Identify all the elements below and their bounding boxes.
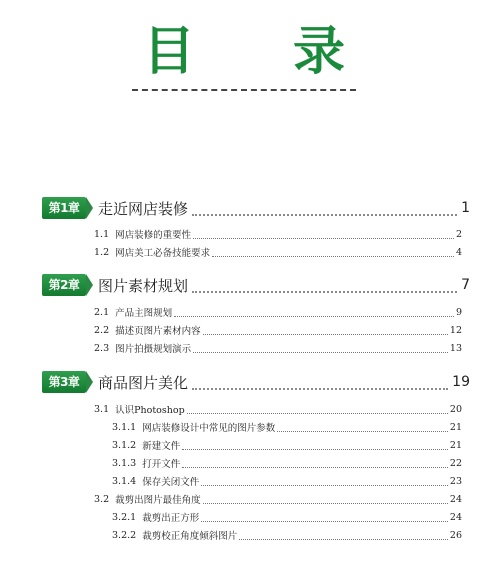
chapter-badge: 第2章: [42, 274, 86, 296]
title-divider: [132, 89, 356, 91]
entry-title: 保存关闭文件: [142, 477, 200, 488]
entry-number: 2.2: [94, 324, 110, 336]
entry-title: 网店装修设计中常见的图片参数: [142, 423, 276, 434]
leader-dots: [192, 376, 448, 390]
leader-dots: [193, 344, 448, 353]
chapter-badge: 第3章: [42, 371, 86, 393]
page-title: 目 录: [142, 22, 386, 82]
chapter-3-heading[interactable]: [42, 370, 470, 394]
entry-page-number: 21: [449, 439, 462, 451]
leader-dots: [192, 202, 457, 216]
leader-dots: [277, 423, 448, 432]
chapter-badge: 第1章: [42, 197, 86, 219]
toc-entry[interactable]: [94, 402, 462, 416]
entry-title: 网店装修的重要性: [115, 230, 192, 241]
entry-page-number: 4: [455, 246, 462, 258]
leader-dots: [182, 441, 448, 450]
chapter-title: 商品图片美化: [98, 373, 189, 392]
entry-number: 1.2: [94, 246, 110, 258]
toc-entry[interactable]: [94, 245, 462, 259]
entry-title: 认识Photoshop: [115, 405, 185, 416]
toc-entry[interactable]: [94, 305, 462, 319]
entry-title: 产品主图规划: [115, 308, 173, 319]
entry-page-number: 23: [449, 475, 462, 487]
toc-entry[interactable]: [112, 456, 462, 470]
entry-title: 裁剪出正方形: [142, 513, 200, 524]
entry-page-number: 22: [449, 457, 462, 469]
toc-entry[interactable]: [112, 420, 462, 434]
chapter-page-number: 1: [461, 200, 470, 216]
entry-number: 3.1.2: [112, 439, 137, 451]
toc-entry[interactable]: [112, 474, 462, 488]
entry-page-number: 24: [449, 493, 462, 505]
entry-number: 1.1: [94, 228, 110, 240]
entry-title: 打开文件: [142, 459, 181, 470]
entry-number: 3.2.2: [112, 529, 137, 541]
leader-dots: [187, 405, 448, 414]
toc-entry[interactable]: [112, 510, 462, 524]
leader-dots: [239, 531, 448, 540]
entry-number: 3.2.1: [112, 511, 137, 523]
leader-dots: [203, 495, 448, 504]
toc-entry[interactable]: [94, 227, 462, 241]
chapter-page-number: 7: [461, 277, 470, 293]
entry-page-number: 13: [449, 342, 462, 354]
toc-entry[interactable]: [94, 341, 462, 355]
chapter-2-heading[interactable]: [42, 273, 470, 297]
leader-dots: [174, 308, 454, 317]
toc-entry[interactable]: [112, 438, 462, 452]
entry-title: 裁剪校正角度倾斜图片: [142, 531, 238, 542]
entry-page-number: 2: [455, 228, 462, 240]
entry-number: 3.1: [94, 403, 110, 415]
leader-dots: [201, 477, 448, 486]
toc-entry[interactable]: [94, 323, 462, 337]
entry-title: 新建文件: [142, 441, 181, 452]
entry-page-number: 20: [449, 403, 462, 415]
entry-number: 2.3: [94, 342, 110, 354]
entry-title: 裁剪出图片最佳角度: [115, 495, 201, 506]
leader-dots: [203, 326, 448, 335]
toc-entry[interactable]: [94, 492, 462, 506]
toc-entry[interactable]: [112, 528, 462, 542]
entry-page-number: 9: [455, 306, 462, 318]
leader-dots: [212, 248, 454, 257]
entry-page-number: 12: [449, 324, 462, 336]
chapter-title: 图片素材规划: [98, 276, 189, 295]
entry-title: 图片拍摄规划演示: [115, 344, 192, 355]
leader-dots: [201, 513, 448, 522]
entry-title: 网店美工必备技能要求: [115, 248, 211, 259]
entry-title: 描述页图片素材内容: [115, 326, 201, 337]
leader-dots: [192, 279, 457, 293]
entry-number: 2.1: [94, 306, 110, 318]
entry-page-number: 26: [449, 529, 462, 541]
leader-dots: [182, 459, 448, 468]
entry-number: 3.2: [94, 493, 110, 505]
chapter-1-heading[interactable]: [42, 196, 470, 220]
entry-number: 3.1.1: [112, 421, 137, 433]
entry-page-number: 21: [449, 421, 462, 433]
leader-dots: [193, 230, 454, 239]
entry-number: 3.1.3: [112, 457, 137, 469]
entry-page-number: 24: [449, 511, 462, 523]
entry-number: 3.1.4: [112, 475, 137, 487]
chapter-title: 走近网店装修: [98, 199, 189, 218]
chapter-page-number: 19: [452, 374, 470, 390]
